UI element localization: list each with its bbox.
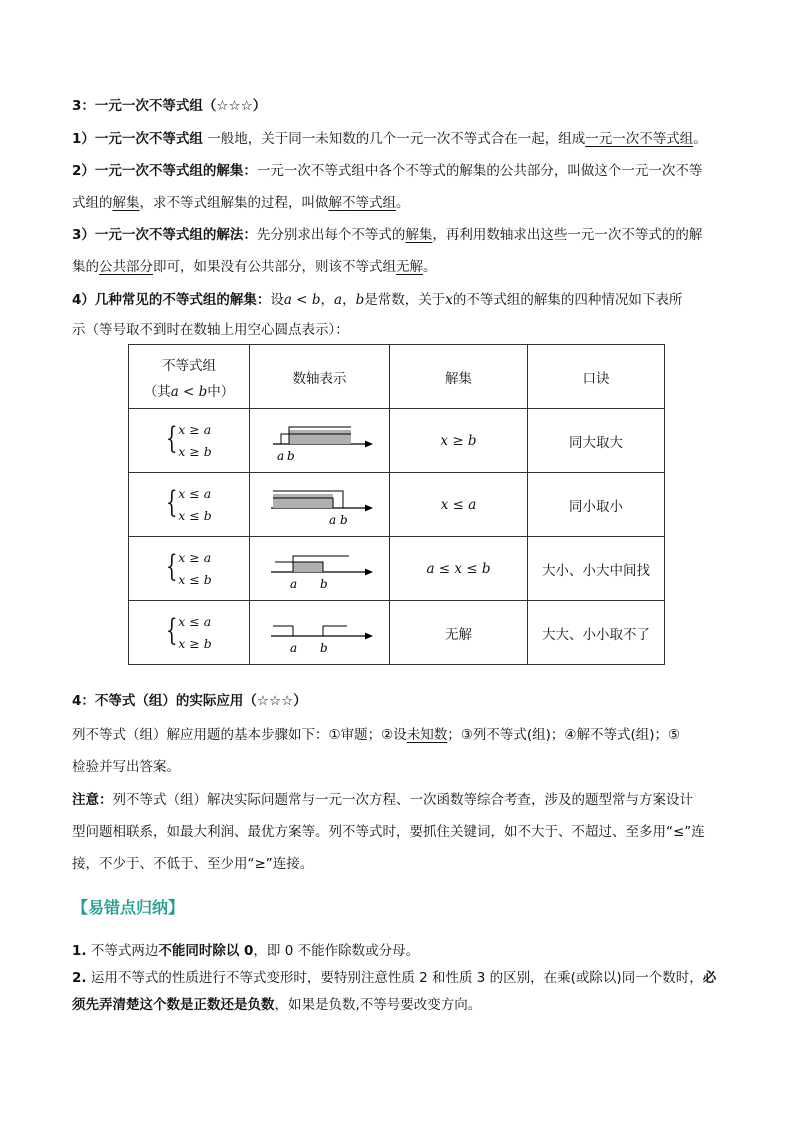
math-x: x — [445, 292, 453, 308]
para-3-1-term: 一元一次不等式组 — [585, 131, 694, 147]
para-3-4-line1 — [72, 290, 682, 310]
para-3-3-term3: 无解 — [396, 259, 423, 275]
para-3-2-label: 2）一元一次不等式组的解集： — [72, 163, 257, 179]
errors-title: 【易错点归纳】 — [72, 898, 185, 917]
axis-label-a: a — [276, 448, 284, 462]
para-3-3-line1 — [72, 225, 702, 245]
note-line2: 型问题相联系，如最大利润、最优方案等。列不等式时，要抓住关键词，如不大于、不超过、至多用“≤”连 — [72, 824, 705, 840]
error-item-1-c: ，即 0 不能作除数或分母。 — [253, 943, 420, 959]
error-item-2-line1 — [72, 968, 716, 988]
para-3-4-c: ， — [342, 292, 356, 308]
error-item-2-l2a: 须先弄清楚这个数是正数还是负数 — [72, 997, 275, 1013]
para-4-1-term: 未知数 — [406, 727, 448, 743]
para-3-3-l2a: 集的 — [72, 259, 99, 275]
para-3-3-text2: ，再利用数轴求出这些一元一次不等式的的解 — [432, 227, 703, 243]
axis-label-a: a — [289, 640, 297, 654]
table-row — [129, 473, 665, 537]
number-line-diagram — [265, 416, 375, 462]
para-3-1-end: 。 — [693, 131, 707, 147]
error-item-2-a: 运用不等式的性质进行不等式变形时，要特别注意性质 2 和性质 3 的区别，在乘(或除以)同一个数时， — [86, 970, 703, 986]
axis-label-b: b — [339, 512, 348, 526]
solution-cell: 无解 — [390, 601, 528, 665]
system-line-1: x ≥ a — [178, 549, 212, 565]
header-system-l2b: 中） — [207, 383, 235, 400]
error-item-2-line2 — [72, 995, 481, 1015]
math-a: a — [334, 292, 343, 308]
para-3-2-term2: 解不等式组 — [328, 195, 396, 211]
system-line-2: x ≤ b — [178, 571, 212, 587]
system-line-2: x ≥ b — [178, 635, 212, 651]
para-3-3-line2 — [72, 257, 437, 277]
numberline-cell — [250, 409, 390, 473]
rule-cell: 大大、小小取不了 — [528, 601, 665, 665]
para-3-3-term1: 解集 — [405, 227, 433, 243]
error-item-1-b: 不能同时除以 0 — [158, 943, 254, 959]
system-line-1: x ≥ a — [178, 421, 212, 437]
system-line-1: x ≤ a — [178, 613, 212, 629]
para-3-4-a: 设 — [270, 292, 284, 308]
para-3-4-d: 是常数，关于 — [364, 292, 446, 308]
inequality-system: { x ≥ a x ≤ b — [166, 547, 211, 591]
rule-cell: 同大取大 — [528, 409, 665, 473]
solution-cell: x ≥ b — [390, 409, 528, 473]
system-line-2: x ≥ b — [178, 443, 212, 459]
header-system-l1: 不等式组 — [162, 357, 216, 374]
error-item-2-num: 2. — [72, 970, 87, 986]
header-cell-solution: 解集 — [390, 345, 528, 409]
header-system-l2 — [129, 380, 249, 400]
inequality-system: { x ≤ a x ≤ b — [166, 483, 211, 527]
error-item-2-l2b: ，如果是负数,不等号要改变方向。 — [274, 997, 482, 1013]
system-cell — [129, 473, 250, 537]
error-item-1 — [72, 941, 419, 961]
para-3-4-b: ， — [320, 292, 334, 308]
note-text-1: 列不等式（组）解决实际问题常与一元一次方程、一次函数等综合考查，涉及的题型常与方案设计 — [112, 792, 693, 808]
system-cell — [129, 601, 250, 665]
error-item-2-b: 必 — [702, 970, 717, 986]
inequality-table — [128, 344, 665, 665]
header-cell-rule: 口诀 — [528, 345, 665, 409]
axis-label-b: b — [319, 640, 328, 654]
note-line3: 接，不少于、不低于、至少用“≥”连接。 — [72, 856, 314, 872]
para-3-4-e: 的不等式组的解集的四种情况如下表所 — [452, 292, 683, 308]
header-cell-system — [129, 345, 250, 409]
para-4-1-b: ；③列不等式(组)；④解不等式(组)；⑤ — [447, 727, 681, 743]
table-header-row — [129, 345, 665, 409]
rule-cell: 同小取小 — [528, 473, 665, 537]
numberline-cell — [250, 473, 390, 537]
para-3-3-l2b: 即可，如果没有公共部分，则该不等式组 — [153, 259, 396, 275]
para-3-2-line2 — [72, 193, 410, 213]
math-a-lt-b: a < b — [283, 292, 321, 308]
para-3-3-l2c: 。 — [423, 259, 437, 275]
axis-label-b: b — [319, 576, 328, 590]
solution-cell: x ≤ a — [390, 473, 528, 537]
note-line1 — [72, 790, 693, 810]
para-4-1-line1 — [72, 725, 680, 745]
para-3-1-label: 1）一元一次不等式组 — [72, 131, 203, 147]
para-3-3-term2: 公共部分 — [99, 259, 153, 275]
para-3-2-l2b: ，求不等式组解集的过程，叫做 — [139, 195, 329, 211]
note-label: 注意： — [72, 792, 113, 808]
solution-cell: a ≤ x ≤ b — [390, 537, 528, 601]
para-3-4-line2: 示（等号取不到时在数轴上用空心圆点表示）： — [72, 322, 349, 338]
header-cell-numberline: 数轴表示 — [250, 345, 390, 409]
para-3-3-text: 先分别求出每个不等式的 — [256, 227, 406, 243]
number-line-diagram — [265, 544, 375, 590]
error-item-1-a: 不等式两边 — [86, 943, 159, 959]
axis-label-b: b — [286, 448, 295, 462]
para-3-2-line1 — [72, 161, 702, 181]
para-3-2-term1: 解集 — [112, 195, 140, 211]
para-3-4-label: 4）几种常见的不等式组的解集： — [72, 292, 271, 308]
para-4-1-a: 列不等式（组）解应用题的基本步骤如下：①审题；②设 — [72, 727, 407, 743]
para-3-1 — [72, 129, 707, 149]
header-system-math: a < b — [170, 383, 208, 400]
table-row — [129, 409, 665, 473]
numberline-cell — [250, 537, 390, 601]
inequality-system: { x ≤ a x ≥ b — [166, 611, 211, 655]
math-b: b — [355, 292, 365, 308]
numberline-cell — [250, 601, 390, 665]
rule-cell: 大小、小大中间找 — [528, 537, 665, 601]
para-3-2-text: 一元一次不等式组中各个不等式的解集的公共部分，叫做这个一元一次不等 — [256, 163, 703, 179]
system-line-1: x ≤ a — [178, 485, 212, 501]
table-row — [129, 537, 665, 601]
system-line-2: x ≤ b — [178, 507, 212, 523]
number-line-diagram — [265, 480, 375, 526]
system-cell — [129, 537, 250, 601]
number-line-diagram — [265, 608, 375, 654]
axis-label-a: a — [289, 576, 297, 590]
inequality-system: { x ≥ a x ≥ b — [166, 419, 211, 463]
para-4-1-line2: 检验并写出答案。 — [72, 759, 180, 775]
table-row — [129, 601, 665, 665]
para-3-1-text: 一般地，关于同一未知数的几个一元一次不等式合在一起，组成 — [207, 131, 586, 147]
axis-label-a: a — [328, 512, 336, 526]
system-cell — [129, 409, 250, 473]
header-system-l2a: （其 — [143, 383, 171, 400]
para-3-2-l2a: 式组的 — [72, 195, 113, 211]
error-item-1-num: 1. — [72, 943, 87, 959]
section-3-title: 3：一元一次不等式组（☆☆☆） — [72, 98, 267, 114]
section-4-title: 4：不等式（组）的实际应用（☆☆☆） — [72, 693, 307, 709]
para-3-3-label: 3）一元一次不等式组的解法： — [72, 227, 257, 243]
para-3-2-l2c: 。 — [396, 195, 410, 211]
